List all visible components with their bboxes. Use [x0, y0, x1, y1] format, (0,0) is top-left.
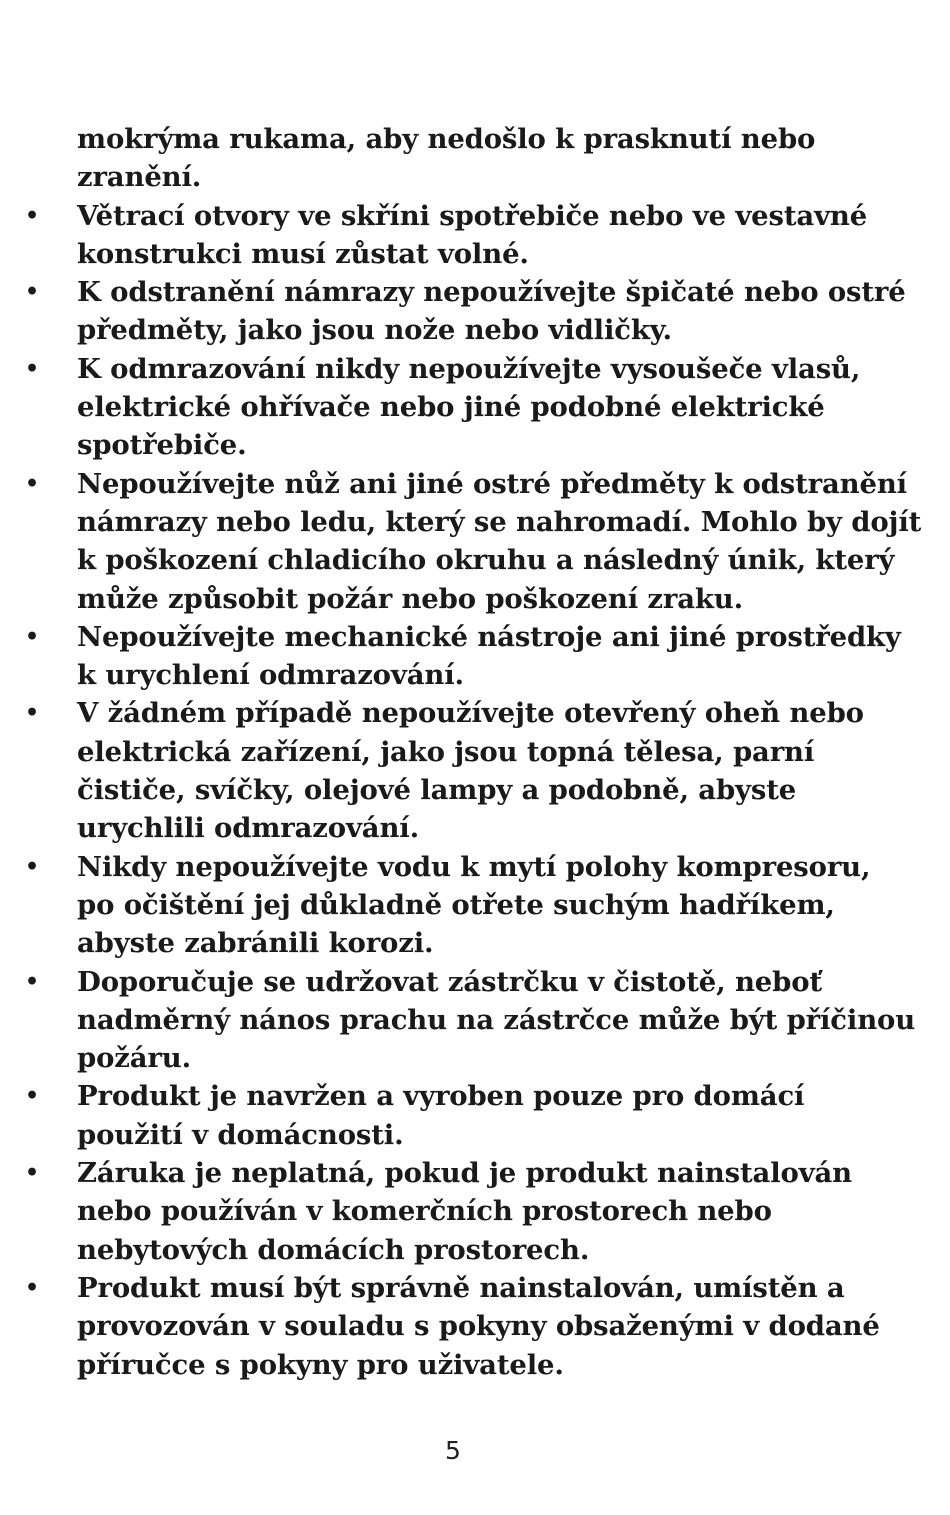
bullet-item-line: [0, 1154, 950, 1192]
text-line: [0, 1192, 950, 1230]
text-line: [0, 809, 950, 847]
manual-text-body: [0, 120, 950, 1384]
bullet-item-line: [0, 465, 950, 503]
bullet-item-line: [0, 1269, 950, 1307]
line-text: nebytových domácích prostorech.: [77, 1233, 590, 1266]
line-text: konstrukci musí zůstat volné.: [77, 237, 529, 270]
line-text: k poškození chladicího okruhu a následný únik, který: [77, 544, 895, 577]
line-text: Nikdy nepoužívejte vodu k mytí polohy kompresoru,: [77, 850, 871, 883]
text-line: [0, 656, 950, 694]
line-text: Větrací otvory ve skříni spotřebiče nebo ve vestavné: [77, 199, 868, 232]
line-text: Doporučuje se udržovat zástrčku v čistotě, neboť: [77, 965, 822, 998]
bullet-icon: •: [25, 1083, 39, 1110]
bullet-item-line: [0, 1077, 950, 1115]
bullet-icon: •: [25, 1274, 39, 1301]
text-line: [0, 1231, 950, 1269]
line-text: provozován v souladu s pokyny obsaženými v dodané: [77, 1310, 880, 1343]
bullet-icon: •: [25, 470, 39, 497]
line-text: požáru.: [77, 1042, 192, 1075]
line-text: čističe, svíčky, olejové lampy a podobně, abyste: [77, 774, 797, 807]
line-text: po očištění jej důkladně otřete suchým hadříkem,: [77, 888, 835, 921]
bullet-item-line: [0, 273, 950, 311]
bullet-item-line: [0, 694, 950, 732]
line-text: námrazy nebo ledu, který se nahromadí. Mohlo by dojít: [77, 505, 922, 538]
text-line: [0, 580, 950, 618]
text-line: [0, 503, 950, 541]
line-text: Nepoužívejte nůž ani jiné ostré předměty k odstranění: [77, 467, 907, 500]
line-text: Nepoužívejte mechanické nástroje ani jiné prostředky: [77, 620, 901, 653]
bullet-item-line: [0, 618, 950, 656]
text-line: [0, 924, 950, 962]
line-text: urychlili odmrazování.: [77, 812, 420, 845]
line-text: Produkt je navržen a vyroben pouze pro domácí: [77, 1080, 805, 1113]
text-line: [0, 1307, 950, 1345]
text-line: [0, 311, 950, 349]
line-text: Záruka je neplatná, pokud je produkt nainstalován: [77, 1157, 853, 1190]
line-text: zranění.: [77, 161, 202, 194]
bullet-item-line: [0, 197, 950, 235]
bullet-item-line: [0, 350, 950, 388]
text-line: [0, 886, 950, 924]
line-text: V žádném případě nepoužívejte otevřený oheň nebo: [77, 697, 864, 730]
bullet-icon: •: [25, 1160, 39, 1187]
text-line: [0, 771, 950, 809]
line-text: k urychlení odmrazování.: [77, 659, 464, 692]
line-text: použití v domácnosti.: [77, 1118, 404, 1151]
line-text: mokrýma rukama, aby nedošlo k prasknutí nebo: [77, 123, 816, 155]
line-text: příručce s pokyny pro uživatele.: [77, 1348, 564, 1381]
line-text: K odmrazování nikdy nepoužívejte vysoušeče vlasů,: [77, 352, 861, 385]
line-text: abyste zabránili korozi.: [77, 927, 434, 960]
bullet-icon: •: [25, 202, 39, 229]
text-line: [0, 1116, 950, 1154]
line-text: nadměrný nános prachu na zástrčce může být příčinou: [77, 1003, 916, 1036]
text-line: [0, 1346, 950, 1384]
line-text: předměty, jako jsou nože nebo vidličky.: [77, 314, 672, 347]
bullet-icon: •: [25, 355, 39, 382]
bullet-icon: •: [25, 623, 39, 650]
line-text: Produkt musí být správně nainstalován, umístěn a: [77, 1271, 845, 1304]
text-line: [0, 733, 950, 771]
line-text: spotřebiče.: [77, 429, 247, 462]
page-number: 5: [445, 1436, 461, 1465]
text-line: [0, 1001, 950, 1039]
text-line: [0, 120, 950, 158]
line-text: K odstranění námrazy nepoužívejte špičaté nebo ostré: [77, 276, 906, 309]
text-line: [0, 158, 950, 196]
text-line: [0, 1039, 950, 1077]
bullet-icon: •: [25, 853, 39, 880]
bullet-item-line: [0, 848, 950, 886]
bullet-icon: •: [25, 968, 39, 995]
line-text: elektrické ohřívače nebo jiné podobné elektrické: [77, 391, 825, 424]
bullet-icon: •: [25, 279, 39, 306]
text-line: [0, 388, 950, 426]
bullet-item-line: [0, 963, 950, 1001]
bullet-icon: •: [25, 700, 39, 727]
text-line: [0, 541, 950, 579]
line-text: může způsobit požár nebo poškození zraku.: [77, 582, 744, 615]
line-text: elektrická zařízení, jako jsou topná tělesa, parní: [77, 735, 815, 768]
line-text: nebo používán v komerčních prostorech nebo: [77, 1195, 772, 1228]
text-line: [0, 235, 950, 273]
text-line: [0, 426, 950, 464]
